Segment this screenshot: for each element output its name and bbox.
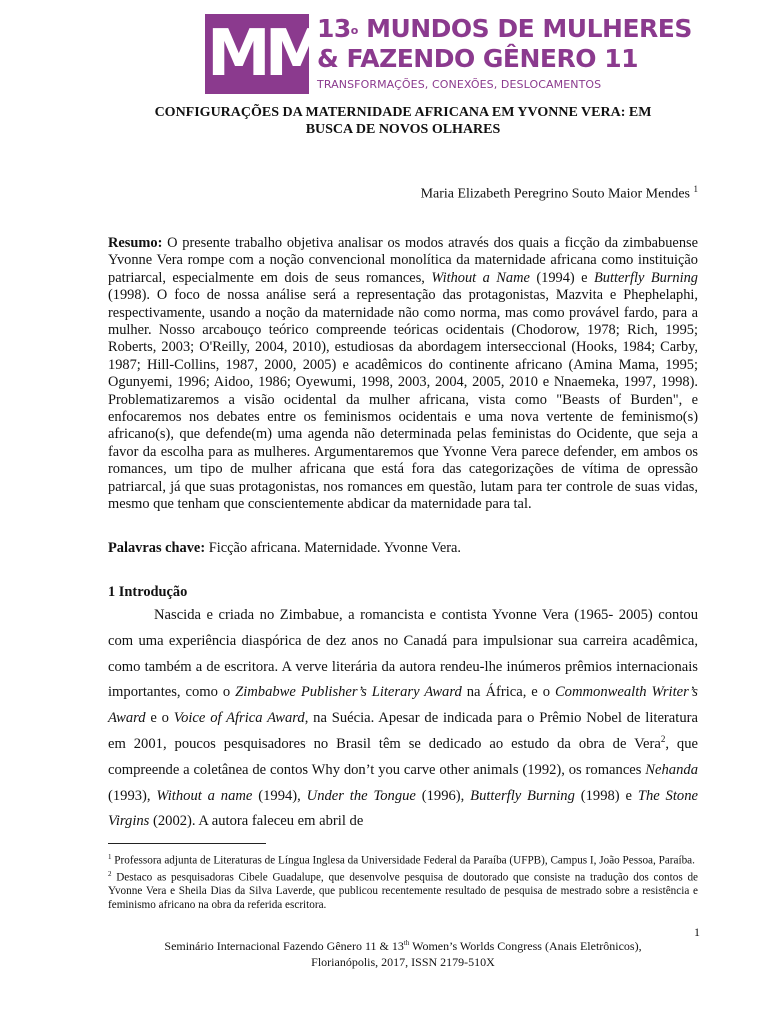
logo-number: 13 <box>317 14 351 43</box>
abstract-book-title-2: Butterfly Burning <box>594 269 699 286</box>
intro-book-3: Under the Tongue <box>306 787 416 804</box>
intro-text-4: , na Suécia. Apesar de indicada para o Prêmio Nobel de literatura em 2001, poucos pesquisadores no Brasil têm se dedicado ao estudo da obra de Vera <box>108 710 698 752</box>
intro-text-3: e o <box>145 710 174 727</box>
abstract-text-3: (1998). O foco de nossa análise será a representação das protagonistas, Mazvita e Phephelaphi, respectivamente, usando a noção da maternidade não como norma, mas como provável fardo, para a mulher. Nosso arcabouço teórico compreende teóricas ocidentais (Chodorow, 1978; Rich, 1995; Roberts, 2003; O'Reilly, 2004, 2010), estudiosas da abordagem interseccional (Hooks, 1984; Carby, 1987; Hill-Collins, 1987, 2000, 2005) e acadêmicos do continente africano (Amina Mama, 1995; Ogunyemi, 1996; Aidoo, 1986; Oyewumi, 1998, 2003, 2004, 2005, 2010 e Nnaemeka, 1997, 1998). Problematizaremos a visão ocidental da mulher africana, vista como "Beasts of Burden", e enfocaremos nos debates entre os feminismos ocidentais e uma nova vertente de feminismo(s) africano(s), que defende(m) uma agenda não determinada pelas feministas do Ocidente, que seja a favor da escolha para as mulheres. Argumentaremos que Yvonne Vera parece defender, em ambos os romances, um tipo de mulher africana que está fora das categorizações de vítima de opressão patriarcal, já que suas protagonistas, nos romances em questão, lutam para ter controle de suas vidas, mesmo que tenham que conscientemente abdicar da maternidade para tal. <box>108 287 698 513</box>
footer-line2: Florianópolis, 2017, ISSN 2179-510X <box>311 955 495 969</box>
keywords <box>108 540 698 557</box>
paper-title <box>108 104 698 138</box>
footer-line1-a: Seminário Internacional Fazendo Gênero 11 & 13 <box>164 939 404 953</box>
intro-text-10: (2002). A autora faleceu em abril de <box>149 813 364 830</box>
intro-paragraph <box>108 603 698 835</box>
intro-text-6: (1993), <box>108 787 157 804</box>
footer-line1-sup: th <box>403 939 410 947</box>
footnote-divider <box>108 843 266 844</box>
intro-award-3: Voice of Africa Award <box>173 710 305 727</box>
logo-ordinal: o <box>350 24 358 37</box>
intro-award-1: Zimbabwe Publisher’s Literary Award <box>235 684 462 701</box>
logo-title-line1 <box>317 14 692 44</box>
footnote-2-marker: 2 <box>108 870 112 879</box>
conference-logo <box>205 14 692 98</box>
intro-text-9: (1998) e <box>574 787 638 804</box>
logo-title-line2: & FAZENDO GÊNERO 11 <box>317 44 638 73</box>
page-footer <box>108 935 698 970</box>
paper-title-line2: BUSCA DE NOVOS OLHARES <box>305 122 501 137</box>
intro-footnote-marker: 2 <box>660 734 666 745</box>
author-line <box>108 181 698 203</box>
mm-logo-text: MM <box>207 17 323 91</box>
keywords-label: Palavras chave: <box>108 540 206 556</box>
keywords-text: Ficção africana. Maternidade. Yvonne Vera. <box>205 540 461 556</box>
abstract <box>108 235 698 514</box>
footnote-1-marker: 1 <box>108 853 112 861</box>
intro-text-7: (1994), <box>252 787 307 804</box>
footer-line1-b: Women’s Worlds Congress (Anais Eletrônicos), <box>409 939 642 953</box>
page-number: 1 <box>694 925 700 939</box>
footnote-1 <box>108 851 698 868</box>
section-heading: 1 Introdução <box>108 584 188 600</box>
footnote-1-text: Professora adjunta de Literaturas de Língua Inglesa da Universidade Federal da Paraíba (UFPB), Campus I, João Pessoa, Paraíba. <box>111 854 695 867</box>
intro-award-2: Commonwealth Writer’s Award <box>108 684 698 727</box>
intro-text-2: na África, e o <box>461 684 555 701</box>
abstract-text-2: (1994) e <box>529 269 595 286</box>
intro-book-1: Nehanda <box>645 761 698 778</box>
footnote-2 <box>108 868 698 912</box>
intro-text-5: , que compreende a coletânea de contos Why don’t you carve other animals (1992), os romances <box>108 735 699 778</box>
intro-book-4: Butterfly Burning <box>470 787 575 804</box>
footer-line1 <box>108 935 698 954</box>
intro-text-8: (1996), <box>415 787 471 804</box>
intro-text-1: Nascida e criada no Zimbabue, a romancista e contista Yvonne Vera (1965- 2005) contou com uma experiência diaspórica de dez anos no Canadá para impulsionar sua carreira acadêmica, como também a de escritora. A verve literária da autora rendeu-lhe inúmeros prêmios internacionais importantes, como o <box>108 607 698 701</box>
logo-title-rest: MUNDOS DE MULHERES <box>366 14 692 43</box>
author-name: Maria Elizabeth Peregrino Souto Maior Mendes <box>420 186 690 202</box>
logo-subtitle: TRANSFORMAÇÕES, CONEXÕES, DESLOCAMENTOS <box>317 78 602 91</box>
author-footnote-marker: 1 <box>693 184 698 194</box>
abstract-text-1: O presente trabalho objetiva analisar os modos através dos quais a ficção da zimbabuense Yvonne Vera rompe com a noção convencional monolítica da maternidade africana como instituição patriarcal, especialmente em dois de seus romances, <box>108 235 698 286</box>
footnotes <box>108 851 698 912</box>
intro-book-2: Without a name <box>156 787 253 804</box>
abstract-book-title-1: Without a Name <box>431 269 530 286</box>
abstract-label: Resumo: <box>108 235 163 251</box>
intro-book-5: The Stone Virgins <box>108 787 698 830</box>
footnote-2-text: Destaco as pesquisadoras Cibele Guadalupe, que desenvolve pesquisa de doutorado que consiste na tradução dos contos de Yvonne Vera e Sheila Dias da Silva Laverde, que publicou recentemente resultado de pesquisa de mestrado sobre a resistência e feminismo africano na obra da referida escritora. <box>108 871 698 911</box>
paper-title-line1: CONFIGURAÇÕES DA MATERNIDADE AFRICANA EM YVONNE VERA: EM <box>154 105 652 120</box>
mm-logo-mark <box>205 14 323 94</box>
